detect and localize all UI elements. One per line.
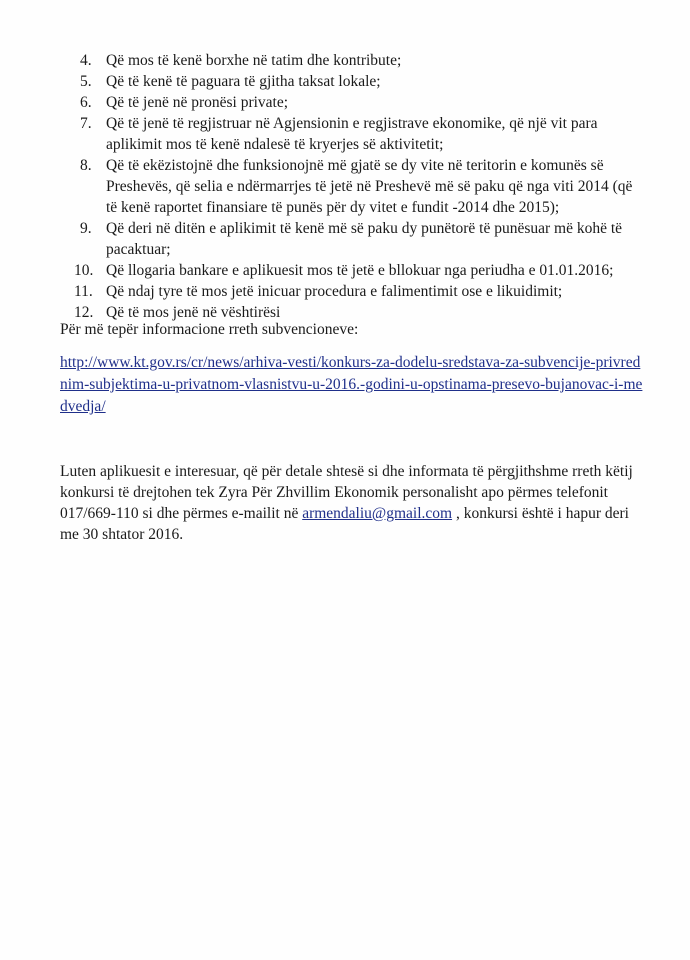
list-item-text: Që të mos jenë në vështirësi — [106, 304, 281, 321]
list-item-text: Që mos të kenë borxhe në tatim dhe kontribute; — [106, 52, 402, 69]
list-item — [80, 92, 640, 113]
closing-text-after-email: , konkursi është i hapur deri me 30 shtator 2016. — [60, 505, 629, 543]
list-item-number: 12. — [74, 304, 94, 321]
list-item-number: 10. — [74, 262, 94, 279]
email-link[interactable]: armendaliu@gmail.com — [302, 505, 453, 522]
list-item — [74, 260, 640, 281]
list-item — [80, 218, 640, 260]
info-paragraph: Për më tepër informacione rreth subvencioneve: — [60, 321, 359, 338]
list-item-text: Që ndaj tyre të mos jetë inicuar procedura e falimentimit ose e likuidimit; — [106, 283, 563, 300]
list-item-number: 6. — [80, 94, 92, 111]
list-item — [80, 71, 640, 92]
list-item-number: 8. — [80, 157, 92, 174]
list-item-number: 5. — [80, 73, 92, 90]
requirements-list — [74, 50, 640, 323]
list-item — [74, 281, 640, 302]
list-item-text: Që deri në ditën e aplikimit të kenë më së paku dy punëtorë të punësuar më kohë të pacaktuar; — [106, 220, 623, 258]
list-item — [80, 50, 640, 71]
list-item — [80, 155, 640, 218]
list-item-number: 7. — [80, 115, 92, 132]
list-item-text: Që llogaria bankare e aplikuesit mos të jetë e bllokuar nga periudha e 01.01.2016; — [106, 262, 614, 279]
list-item-text: Që të kenë të paguara të gjitha taksat lokale; — [106, 73, 381, 90]
list-item — [80, 113, 640, 155]
closing-paragraph — [60, 461, 650, 545]
closing-text-before-email: Luten aplikuesit e interesuar, që për detale shtesë si dhe informata të përgjithshme rreth këtij konkursi të drejtohen tek Zyra Për Zhvillim Ekonomik personalisht apo përmes telefonit 017/669-110 si dhe përmes e-mailit në — [60, 463, 633, 522]
list-item-text: Që të ekëzistojnë dhe funksionojnë më gjatë se dy vite në teritorin e komunës së Preshevës, që selia e ndërmarrjes të jetë në Preshevë më së paku që nga viti 2014 (që të kenë raportet finansiare të punës për dy vitet e fundit -2014 dhe 2015); — [106, 157, 633, 216]
list-item-number: 9. — [80, 220, 92, 237]
subsidy-link[interactable]: http://www.kt.gov.rs/cr/news/arhiva-vesti/konkurs-za-dodelu-sredstava-za-subvencije-privrednim-subjektima-u-privatnom-vlasnistvu-u-2016.-godini-u-opstinama-presevo-bujanovac-i-medvedja/ — [60, 354, 643, 415]
list-item-text: Që të jenë të regjistruar në Agjensionin e regjistrave ekonomike, që një vit para aplikimit mos të kenë ndalesë të kryerjes së aktivitetit; — [106, 115, 598, 153]
list-item-number: 4. — [80, 52, 92, 69]
list-item-number: 11. — [74, 283, 93, 300]
list-item-text: Që të jenë në pronësi private; — [106, 94, 289, 111]
